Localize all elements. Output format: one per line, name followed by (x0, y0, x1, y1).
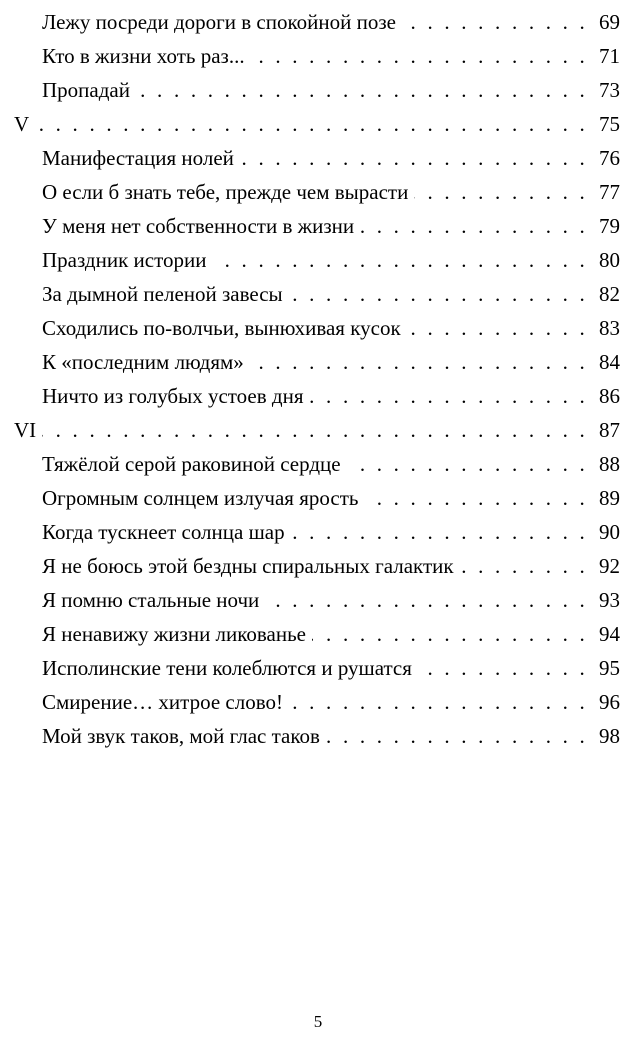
dot-leader (136, 78, 588, 102)
dot-leader (407, 316, 588, 340)
toc-page-number: 83 (588, 316, 620, 340)
toc-page-number: 84 (588, 350, 620, 374)
dot-leader (364, 486, 588, 510)
toc-page-number: 94 (588, 622, 620, 646)
dot-leader (360, 214, 588, 238)
dot-leader (291, 520, 588, 544)
toc-row[interactable] (0, 646, 620, 680)
dot-leader (460, 554, 588, 578)
toc-page-number: 92 (588, 554, 620, 578)
toc-row[interactable] (0, 238, 620, 272)
dot-leader (212, 248, 588, 272)
toc-page-number: 87 (588, 418, 620, 442)
toc-entry-title: Я не боюсь этой бездны спиральных галактик (0, 554, 460, 578)
toc-entry-title: У меня нет собственности в жизни (0, 214, 360, 238)
toc-page-number: 73 (588, 78, 620, 102)
toc-row[interactable] (0, 442, 620, 476)
toc-entry-title: Я помню стальные ночи (0, 588, 265, 612)
toc-page-number: 95 (588, 656, 620, 680)
toc-page-number: 76 (588, 146, 620, 170)
toc-row[interactable] (0, 612, 620, 646)
toc-page-number: 71 (588, 44, 620, 68)
dot-leader (240, 146, 588, 170)
toc-row[interactable] (0, 680, 620, 714)
toc-section-title: V (0, 112, 35, 136)
toc-row[interactable] (0, 136, 620, 170)
toc-row[interactable] (0, 170, 620, 204)
toc-row[interactable] (0, 714, 620, 748)
toc-entry-title: Сходились по-волчьи, вынюхивая кусок (0, 316, 407, 340)
toc-page-number: 77 (588, 180, 620, 204)
dot-leader (289, 690, 588, 714)
dot-leader (418, 656, 588, 680)
toc-entry-title: Исполинские тени колеблются и рушатся (0, 656, 418, 680)
toc-section-row[interactable] (0, 408, 620, 442)
page-number: 5 (313, 1012, 323, 1031)
dot-leader (402, 10, 588, 34)
toc-entry-title: Мой звук таков, мой глас таков (0, 724, 326, 748)
dot-leader (414, 180, 588, 204)
toc-page-number: 89 (588, 486, 620, 510)
toc-page-number: 88 (588, 452, 620, 476)
toc-row[interactable] (0, 476, 620, 510)
toc-row[interactable] (0, 34, 620, 68)
dot-leader (326, 724, 588, 748)
toc-row[interactable] (0, 272, 620, 306)
dot-leader (35, 112, 588, 136)
toc-entry-title: О если б знать тебе, прежде чем вырасти (0, 180, 414, 204)
toc-row[interactable] (0, 204, 620, 238)
toc-row[interactable] (0, 68, 620, 102)
toc-entry-title: К «последним людям» (0, 350, 250, 374)
toc-page-number: 98 (588, 724, 620, 748)
toc-entry-title: Я ненавижу жизни ликованье (0, 622, 312, 646)
toc-page-number: 82 (588, 282, 620, 306)
dot-leader (251, 44, 588, 68)
toc-entry-title: Ничто из голубых устоев дня (0, 384, 310, 408)
dot-leader (312, 622, 588, 646)
dot-leader (347, 452, 588, 476)
dot-leader (310, 384, 588, 408)
toc-page-number: 96 (588, 690, 620, 714)
toc-row[interactable] (0, 578, 620, 612)
toc-page-number: 69 (588, 10, 620, 34)
toc-entry-title: Манифестация нолей (0, 146, 240, 170)
toc-page-number: 75 (588, 112, 620, 136)
toc-row[interactable] (0, 544, 620, 578)
toc-section-title: VI (0, 418, 42, 442)
toc-row[interactable] (0, 374, 620, 408)
toc-row[interactable] (0, 510, 620, 544)
toc-row[interactable] (0, 340, 620, 374)
dot-leader (42, 418, 588, 442)
dot-leader (289, 282, 588, 306)
dot-leader (250, 350, 588, 374)
toc-entry-title: Смирение… хитрое слово! (0, 690, 289, 714)
toc-page-number: 86 (588, 384, 620, 408)
toc-entry-title: Огромным солнцем излучая ярость (0, 486, 364, 510)
dot-leader (265, 588, 588, 612)
toc-row[interactable] (0, 306, 620, 340)
toc-page-number: 93 (588, 588, 620, 612)
toc-section-row[interactable] (0, 102, 620, 136)
toc-entry-title: Кто в жизни хоть раз... (0, 44, 251, 68)
toc-row[interactable] (0, 0, 620, 34)
toc-page-number: 90 (588, 520, 620, 544)
toc-entry-title: Пропадай (0, 78, 136, 102)
toc-entry-title: Тяжёлой серой раковиной сердце (0, 452, 347, 476)
toc-page-number: 80 (588, 248, 620, 272)
toc-entry-title: Когда тускнеет солнца шар (0, 520, 291, 544)
toc-entry-title: За дымной пеленой завесы (0, 282, 289, 306)
toc-entry-title: Праздник истории (0, 248, 212, 272)
toc-entry-title: Лежу посреди дороги в спокойной позе (0, 10, 402, 34)
toc-page-number: 79 (588, 214, 620, 238)
